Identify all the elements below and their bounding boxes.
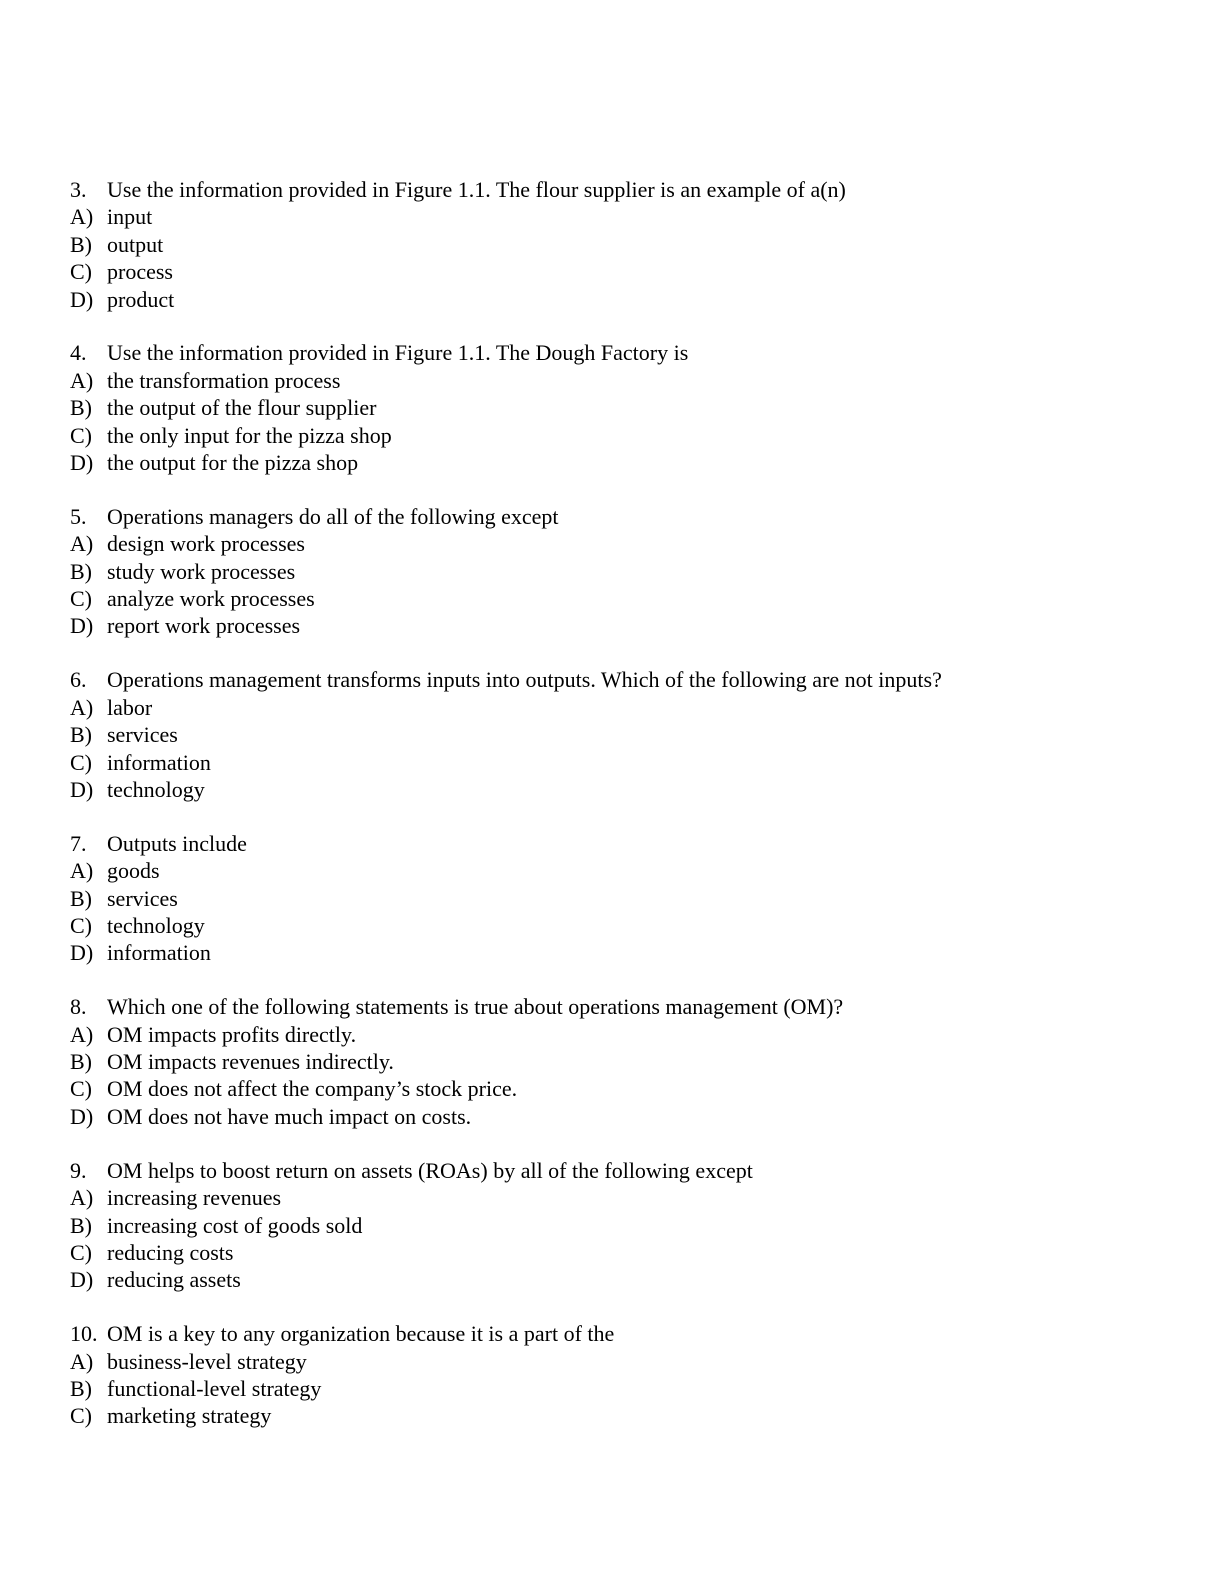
- option-letter: D): [70, 286, 94, 312]
- question-text: OM helps to boost return on assets (ROAs) by all of the following except: [107, 1157, 753, 1183]
- option-text: marketing strategy: [107, 1403, 272, 1429]
- question-stem: [70, 503, 1150, 530]
- answer-option: [70, 749, 1150, 776]
- option-letter: A): [70, 204, 94, 230]
- answer-option: [70, 203, 1150, 230]
- answer-option: [70, 1375, 1150, 1402]
- answer-option: [70, 1348, 1150, 1375]
- answer-option: [70, 1266, 1150, 1293]
- option-text: process: [107, 259, 173, 285]
- question-text: Use the information provided in Figure 1.1. The Dough Factory is: [107, 340, 689, 366]
- option-letter: C): [70, 1403, 92, 1429]
- option-letter: D): [70, 940, 94, 966]
- answer-option: [70, 857, 1150, 884]
- answer-option: [70, 912, 1150, 939]
- question-stem: [70, 1320, 1150, 1347]
- option-text: report work processes: [107, 613, 301, 639]
- option-text: increasing revenues: [107, 1185, 282, 1211]
- question-9: [70, 1157, 1150, 1294]
- answer-option: [70, 258, 1150, 285]
- option-letter: A): [70, 1185, 94, 1211]
- option-letter: A): [70, 367, 94, 393]
- question-stem: [70, 830, 1150, 857]
- answer-option: [70, 1184, 1150, 1211]
- option-text: labor: [107, 694, 153, 720]
- answer-option: [70, 1212, 1150, 1239]
- answer-option: [70, 530, 1150, 557]
- question-10: [70, 1320, 1150, 1430]
- option-letter: A): [70, 858, 94, 884]
- answer-option: [70, 885, 1150, 912]
- answer-option: [70, 449, 1150, 476]
- answer-option: [70, 1021, 1150, 1048]
- option-text: input: [107, 204, 153, 230]
- answer-option: [70, 776, 1150, 803]
- option-text: technology: [107, 912, 205, 938]
- option-letter: D): [70, 613, 94, 639]
- option-text: services: [107, 722, 178, 748]
- option-text: OM impacts revenues indirectly.: [107, 1049, 394, 1075]
- option-text: the only input for the pizza shop: [107, 422, 392, 448]
- question-stem: [70, 1157, 1150, 1184]
- question-text: Operations management transforms inputs into outputs. Which of the following are not inputs?: [107, 667, 942, 693]
- question-6: [70, 666, 1150, 803]
- option-text: information: [107, 940, 211, 966]
- question-number: 9.: [70, 1157, 87, 1183]
- option-text: the output of the flour supplier: [107, 395, 377, 421]
- answer-option: [70, 612, 1150, 639]
- option-letter: B): [70, 558, 92, 584]
- question-text: Operations managers do all of the following except: [107, 503, 559, 529]
- option-letter: A): [70, 1021, 94, 1047]
- option-letter: D): [70, 776, 94, 802]
- option-letter: B): [70, 1212, 92, 1238]
- answer-option: [70, 286, 1150, 313]
- answer-option: [70, 1103, 1150, 1130]
- option-text: goods: [107, 858, 160, 884]
- option-letter: C): [70, 1076, 92, 1102]
- question-text: Use the information provided in Figure 1.1. The flour supplier is an example of a(n): [107, 177, 846, 202]
- answer-option: [70, 231, 1150, 258]
- answer-option: [70, 1075, 1150, 1102]
- question-number: 6.: [70, 667, 87, 693]
- question-stem: [70, 339, 1150, 366]
- answer-option: [70, 394, 1150, 421]
- option-letter: C): [70, 912, 92, 938]
- option-text: design work processes: [107, 531, 305, 557]
- option-letter: A): [70, 531, 94, 557]
- option-letter: B): [70, 722, 92, 748]
- option-letter: D): [70, 1267, 94, 1293]
- option-text: study work processes: [107, 558, 296, 584]
- option-text: reducing assets: [107, 1267, 241, 1293]
- option-text: analyze work processes: [107, 586, 315, 612]
- option-letter: B): [70, 1049, 92, 1075]
- option-text: services: [107, 885, 178, 911]
- option-text: product: [107, 286, 175, 312]
- option-text: technology: [107, 776, 205, 802]
- option-text: OM does not affect the company’s stock price.: [107, 1076, 518, 1102]
- answer-option: [70, 558, 1150, 585]
- option-text: OM impacts profits directly.: [107, 1021, 357, 1047]
- question-stem: [70, 176, 1150, 203]
- option-text: reducing costs: [107, 1239, 234, 1265]
- answer-option: [70, 694, 1150, 721]
- option-letter: A): [70, 694, 94, 720]
- question-text: OM is a key to any organization because it is a part of the: [107, 1321, 615, 1347]
- answer-option: [70, 422, 1150, 449]
- option-letter: B): [70, 231, 92, 257]
- answer-option: [70, 1048, 1150, 1075]
- answer-option: [70, 1239, 1150, 1266]
- option-letter: B): [70, 395, 92, 421]
- question-7: [70, 830, 1150, 967]
- answer-option: [70, 367, 1150, 394]
- option-text: business-level strategy: [107, 1348, 307, 1374]
- question-list: [70, 176, 1150, 1456]
- question-number: 5.: [70, 503, 87, 529]
- question-stem: [70, 666, 1150, 693]
- option-text: OM does not have much impact on costs.: [107, 1103, 472, 1129]
- question-number: 3.: [70, 177, 87, 202]
- option-letter: C): [70, 259, 92, 285]
- option-letter: B): [70, 885, 92, 911]
- answer-option: [70, 1402, 1150, 1429]
- option-text: output: [107, 231, 164, 257]
- option-letter: A): [70, 1348, 94, 1374]
- option-letter: B): [70, 1375, 92, 1401]
- answer-option: [70, 585, 1150, 612]
- question-number: 8.: [70, 994, 87, 1020]
- option-letter: C): [70, 586, 92, 612]
- option-letter: C): [70, 1239, 92, 1265]
- question-5: [70, 503, 1150, 640]
- option-text: functional-level strategy: [107, 1375, 322, 1401]
- question-number: 4.: [70, 340, 87, 366]
- option-text: the transformation process: [107, 367, 341, 393]
- question-text: Outputs include: [107, 830, 247, 856]
- option-letter: D): [70, 1103, 94, 1129]
- option-letter: C): [70, 422, 92, 448]
- option-letter: C): [70, 749, 92, 775]
- option-text: information: [107, 749, 211, 775]
- question-number: 7.: [70, 830, 87, 856]
- answer-option: [70, 939, 1150, 966]
- question-number: 10.: [70, 1321, 98, 1347]
- option-letter: D): [70, 450, 94, 476]
- question-3: [70, 176, 1150, 313]
- question-8: [70, 993, 1150, 1130]
- question-stem: [70, 993, 1150, 1020]
- answer-option: [70, 721, 1150, 748]
- question-text: Which one of the following statements is true about operations management (OM)?: [107, 994, 844, 1020]
- option-text: the output for the pizza shop: [107, 450, 359, 476]
- option-text: increasing cost of goods sold: [107, 1212, 363, 1238]
- question-4: [70, 339, 1150, 476]
